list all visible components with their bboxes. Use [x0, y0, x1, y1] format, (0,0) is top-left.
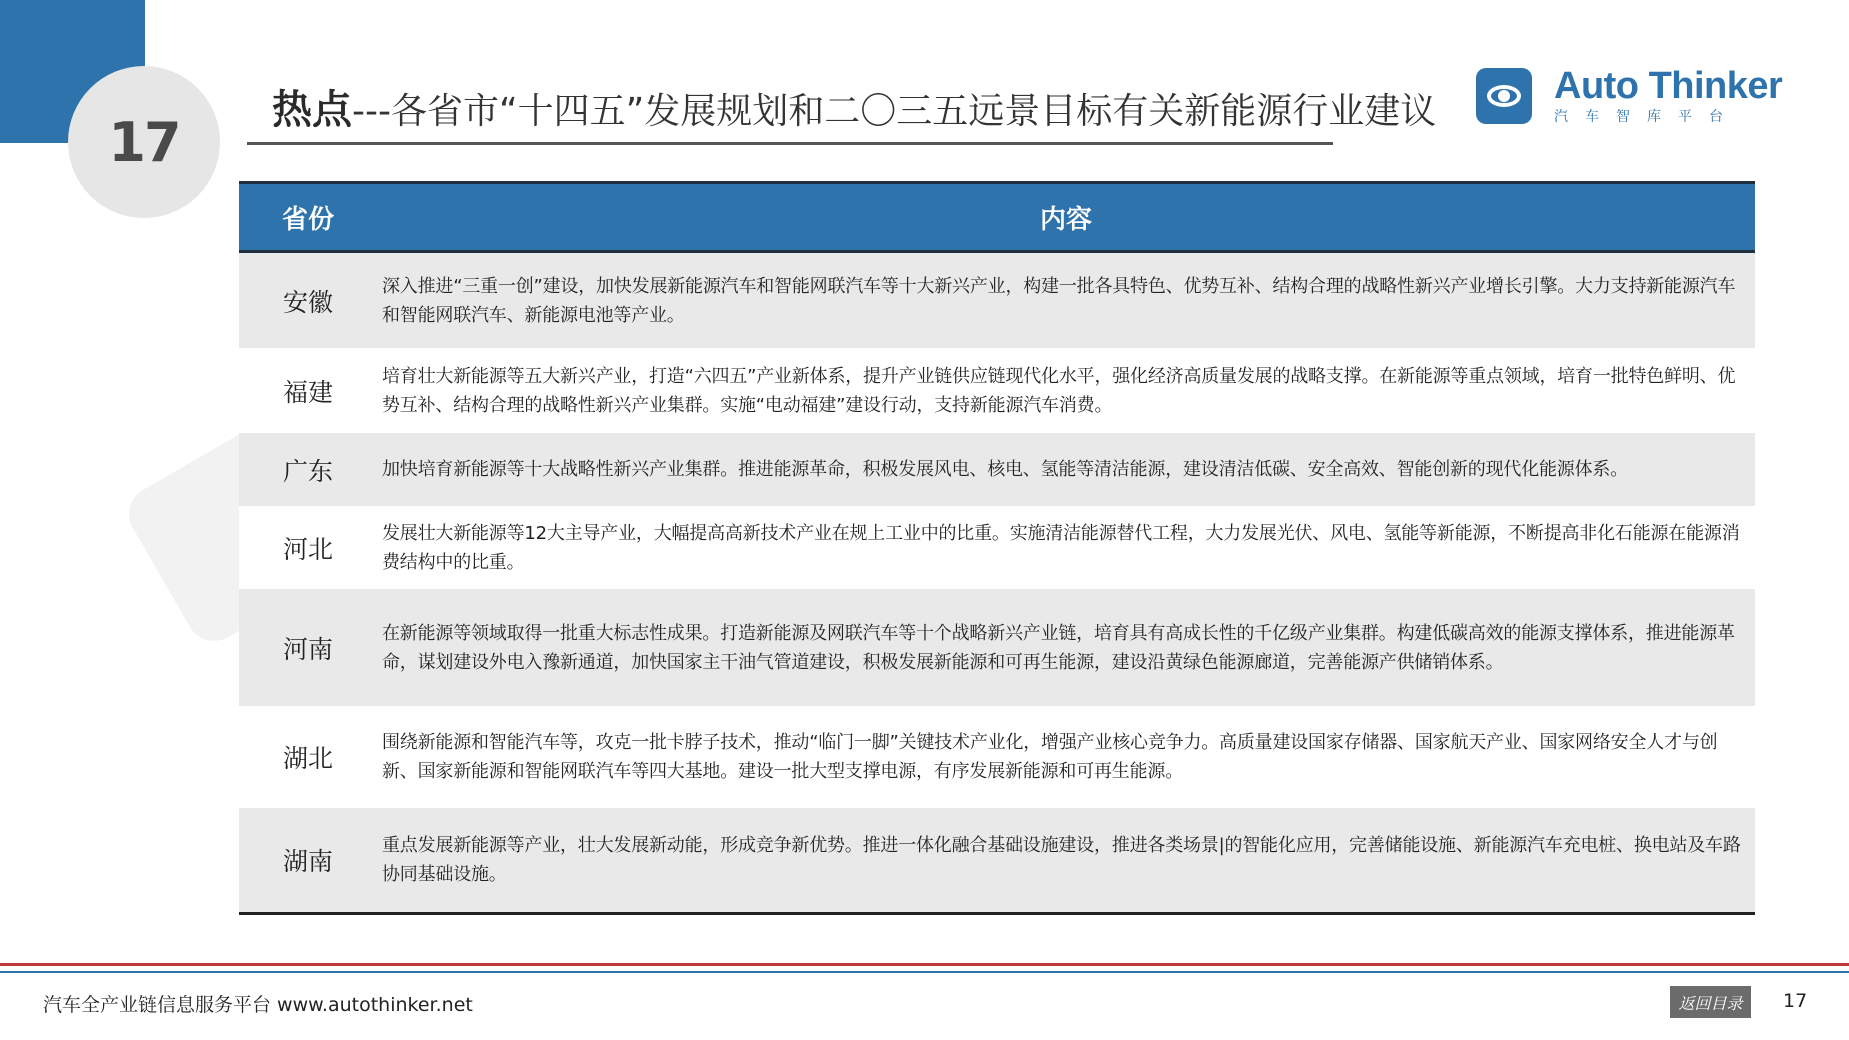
title-underline: [247, 142, 1333, 145]
province-cell: 湖南: [282, 847, 333, 876]
page-number-badge-text: 17: [108, 110, 180, 174]
logo-name: Auto Thinker: [1554, 65, 1783, 107]
policy-table: [239, 181, 1755, 915]
content-cell: 围绕新能源和智能汽车等，攻克一批卡脖子技术，推动“临门一脚”关键技术产业化，增强产业核心竞争力。高质量建设国家存储器、国家航天产业、国家网络安全人才与创新、国家新能源和智能网联汽车等四大基地。建设一批大型支撑电源，有序发展新能源和可再生能源。: [382, 732, 1718, 782]
table-header: [239, 181, 1755, 253]
footer-page-number: 17: [1783, 990, 1808, 1012]
table-row: [239, 808, 1755, 912]
table-body: [239, 253, 1755, 915]
logo-text: [1554, 66, 1782, 126]
footer-divider-red: [0, 963, 1849, 966]
content-cell: 培育壮大新能源等五大新兴产业，打造“六四五”产业新体系，提升产业链供应链现代化水平，强化经济高质量发展的战略支撑。在新能源等重点领域，培育一批特色鲜明、优势互补、结构合理的战略性新兴产业集群。实施“电动福建”建设行动，支持新能源汽车消费。: [382, 365, 1736, 416]
province-cell: 河北: [282, 534, 333, 564]
page-number-badge: [68, 66, 220, 218]
table-row: [239, 589, 1755, 706]
header-content: 内容: [1039, 204, 1092, 235]
table-row: [239, 253, 1755, 348]
page-title: [272, 78, 1436, 135]
logo-subtitle: 汽车智库平台: [1554, 109, 1740, 125]
auto-thinker-logo: [1476, 66, 1782, 126]
content-cell: 在新能源等领域取得一批重大标志性成果。打造新能源及网联汽车等十个战略新兴产业链，培育具有高成长性的千亿级产业集群。构建低碳高效的能源支撑体系，推进能源革命，谋划建设外电入豫新通道，加快国家主干油气管道建设，积极发展新能源和可再生能源，建设沿黄绿色能源廊道，完善能源产供储销体系。: [382, 622, 1735, 673]
province-cell: 河南: [282, 634, 333, 664]
footer-divider-blue: [0, 971, 1849, 973]
table-row: [239, 506, 1755, 589]
table-row: [239, 706, 1755, 808]
province-cell: 湖北: [282, 744, 333, 773]
back-to-contents-button[interactable]: 返回目录: [1670, 986, 1751, 1018]
eye-logo-icon: [1476, 68, 1532, 124]
table-row: [239, 348, 1755, 433]
content-cell: 深入推进“三重一创”建设，加快发展新能源汽车和智能网联汽车等十大新兴产业，构建一批各具特色、优势互补、结构合理的战略性新兴产业增长引擎。大力支持新能源汽车和智能网联汽车、新能源电池等产业。: [382, 275, 1736, 326]
content-cell: 加快培育新能源等十大战略性新兴产业集群。推进能源革命，积极发展风电、核电、氢能等清洁能源，建设清洁低碳、安全高效、智能创新的现代化能源体系。: [382, 459, 1628, 480]
footer-platform-text: 汽车全产业链信息服务平台 www.autothinker.net: [43, 994, 473, 1016]
header-province: 省份: [281, 204, 334, 235]
page-title-rest: ---各省市“十四五”发展规划和二〇三五远景目标有关新能源行业建议: [352, 91, 1437, 132]
table-row: [239, 433, 1755, 506]
province-cell: 福建: [282, 377, 333, 407]
content-cell: 发展壮大新能源等12大主导产业，大幅提高高新技术产业在规上工业中的比重。实施清洁能源替代工程，大力发展光伏、风电、氢能等新能源，不断提高非化石能源在能源消费结构中的比重。: [382, 522, 1740, 573]
page-title-hot: 热点: [272, 87, 352, 133]
province-cell: 广东: [282, 456, 333, 486]
province-cell: 安徽: [282, 287, 333, 317]
content-cell: 重点发展新能源等产业，壮大发展新动能，形成竞争新优势。推进一体化融合基础设施建设，推进各类场景|的智能化应用，完善储能设施、新能源汽车充电桩、换电站及车路协同基础设施。: [382, 835, 1741, 885]
